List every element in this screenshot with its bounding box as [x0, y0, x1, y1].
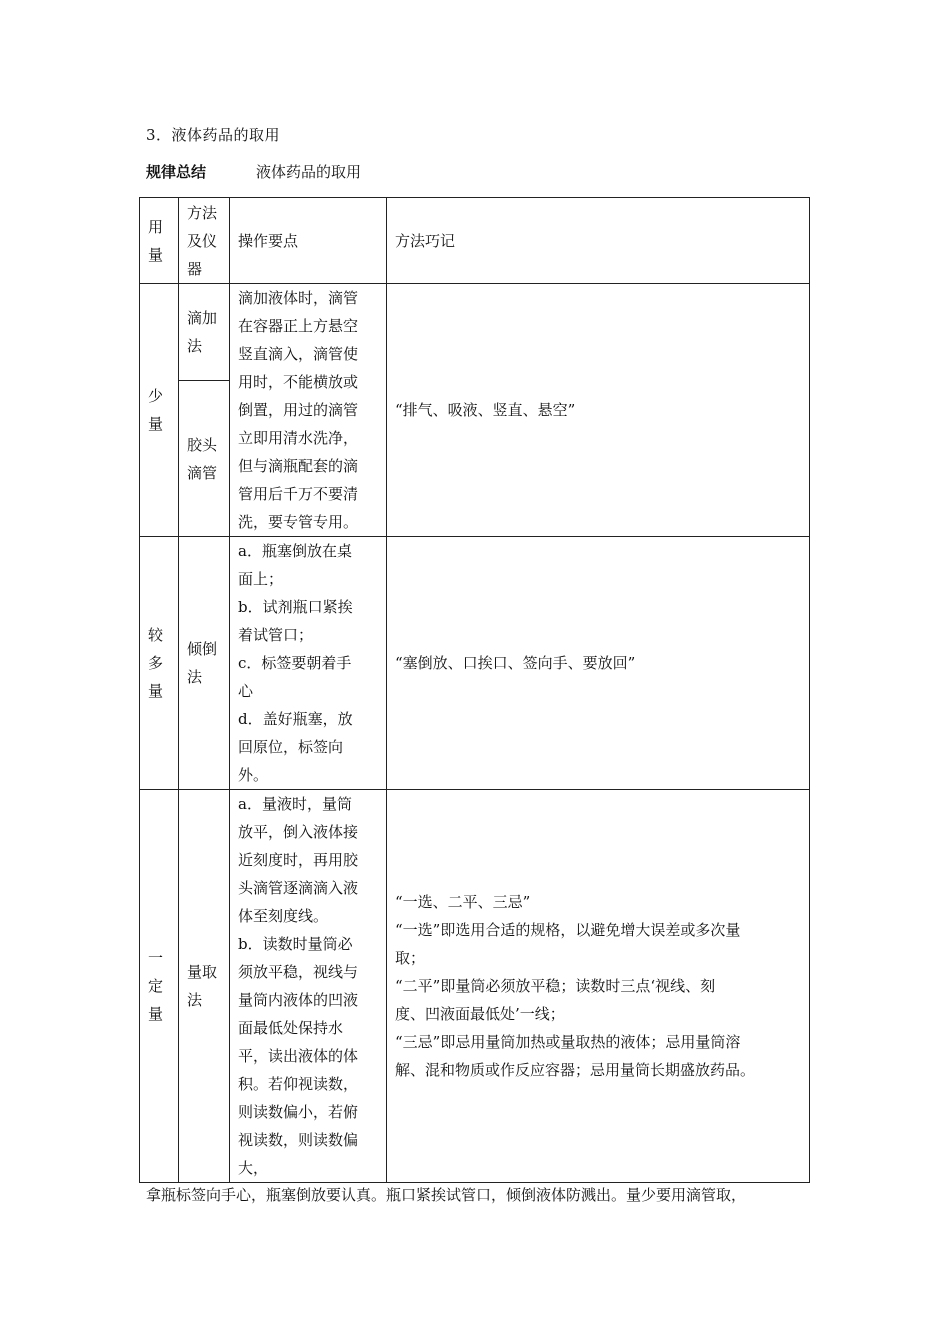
tips-cell: “排气、吸液、竖直、悬空” — [387, 284, 810, 537]
method-cell: 倾倒 法 — [179, 537, 230, 790]
points-cell: 滴加液体时，滴管 在容器正上方悬空 竖直滴入，滴管使 用时，不能横放或 倒置，用过的滴管 立即用清水洗净， 但与滴瓶配套的滴 管用后千万不要清 洗，要专管专用。 — [230, 284, 387, 537]
table-row — [140, 790, 810, 1183]
table-row — [140, 284, 810, 381]
tips-cell: “塞倒放、口挨口、签向手、要放回” — [387, 537, 810, 790]
liquid-handling-table — [139, 197, 810, 1183]
amount-cell: 少 量 — [140, 284, 179, 537]
section-heading: 3．液体药品的取用 — [146, 126, 281, 144]
summary-tag: 规律总结 — [146, 163, 207, 181]
points-cell: a．瓶塞倒放在桌 面上； b．试剂瓶口紧挨 着试管口； c．标签要朝着手 心 d．盖好瓶塞，放 回原位，标签向 外。 — [230, 537, 387, 790]
footer-text: 拿瓶标签向手心，瓶塞倒放要认真。瓶口紧挨试管口，倾倒液体防溅出。量少要用滴管取， — [146, 1186, 747, 1204]
table-header-row — [140, 198, 810, 284]
header-method: 方法 及仪 器 — [179, 198, 230, 284]
summary-line — [146, 161, 361, 182]
method-cell: 滴加 法 — [179, 284, 230, 381]
tips-cell: “一选、二平、三忌” “一选”即选用合适的规格，以避免增大误差或多次量 取； “二平”即量筒必须放平稳；读数时三点‘视线、刻 度、凹液面最低处’一线； “三忌”即忌用量筒加热或量取热的液体；忌用量筒溶 解、混和物质或作反应容器；忌用量筒长期盛放药品。 — [387, 790, 810, 1183]
summary-subtitle: 液体药品的取用 — [256, 163, 362, 181]
amount-cell: 较 多 量 — [140, 537, 179, 790]
header-amount: 用 量 — [140, 198, 179, 284]
header-points: 操作要点 — [230, 198, 387, 284]
amount-cell: 一 定 量 — [140, 790, 179, 1183]
table-row — [140, 537, 810, 790]
points-cell: a．量液时，量筒 放平，倒入液体接 近刻度时，再用胶 头滴管逐滴滴入液 体至刻度线。 b．读数时量筒必 须放平稳，视线与 量筒内液体的凹液 面最低处保持水 平，读出液体的体 积。若仰视读数， 则读数偏小，若俯 视读数，则读数偏 大， — [230, 790, 387, 1183]
header-tips: 方法巧记 — [387, 198, 810, 284]
method-cell: 胶头 滴管 — [179, 381, 230, 537]
method-cell: 量取 法 — [179, 790, 230, 1183]
